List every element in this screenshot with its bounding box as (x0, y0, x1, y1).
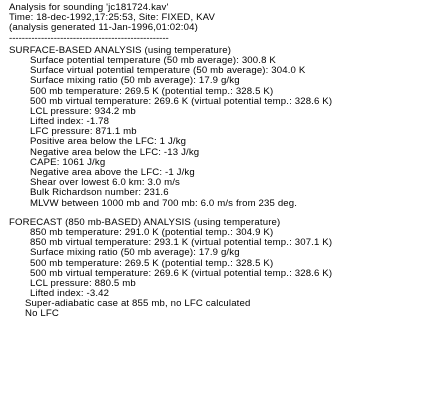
surface-line: Positive area below the LFC: 1 J/kg (30, 136, 187, 148)
forecast-line: 500 mb temperature: 269.5 K (potential temp.: 328.5 K) (30, 257, 274, 269)
surface-analysis-title: SURFACE-BASED ANALYSIS (using temperature) (9, 44, 232, 56)
sounding-analysis-report (9, 3, 444, 320)
forecast-note: Super-adiabatic case at 855 mb, no LFC calculated (25, 298, 251, 310)
surface-line: Negative area below the LFC: -13 J/kg (30, 146, 200, 158)
surface-line: Shear over lowest 6.0 km: 3.0 m/s (30, 177, 180, 189)
forecast-line: 850 mb temperature: 291.0 K (potential temp.: 304.9 K) (30, 226, 274, 238)
surface-line: Bulk Richardson number: 231.6 (30, 187, 169, 199)
surface-analysis-list (9, 56, 444, 209)
report-title: Analysis for sounding 'jc181724.kav' (9, 2, 169, 13)
forecast-notes (9, 299, 444, 319)
forecast-note: No LFC (25, 308, 59, 320)
report-divider: -------------------------------------------------- (9, 32, 169, 44)
surface-line: 500 mb virtual temperature: 269.6 K (virtual potential temp.: 328.6 K) (30, 95, 333, 107)
report-time-site: Time: 18-dec-1992,17:25:53, Site: FIXED, KAV (9, 12, 216, 24)
surface-line: CAPE: 1061 J/kg (30, 156, 106, 168)
surface-line: MLVW between 1000 mb and 700 mb: 6.0 m/s from 235 deg. (30, 197, 298, 209)
surface-line: Surface virtual potential temperature (50 mb average): 304.0 K (30, 65, 306, 77)
forecast-analysis-title: FORECAST (850 mb-BASED) ANALYSIS (using temperature) (9, 216, 281, 228)
surface-line: LCL pressure: 934.2 mb (30, 105, 136, 117)
surface-line: LFC pressure: 871.1 mb (30, 126, 137, 138)
report-generated: (analysis generated 11-Jan-1996,01:02:04) (9, 22, 198, 34)
forecast-line: Surface mixing ratio (50 mb average): 17.9 g/kg (30, 247, 240, 259)
forecast-line: LCL pressure: 880.5 mb (30, 277, 136, 289)
forecast-line: 500 mb virtual temperature: 269.6 K (virtual potential temp.: 328.6 K) (30, 267, 333, 279)
surface-line: Surface mixing ratio (50 mb average): 17.9 g/kg (30, 75, 240, 87)
surface-line: Lifted index: -1.78 (30, 116, 110, 128)
forecast-line: 850 mb virtual temperature: 293.1 K (virtual potential temp.: 307.1 K) (30, 237, 333, 249)
surface-line: 500 mb temperature: 269.5 K (potential temp.: 328.5 K) (30, 85, 274, 97)
surface-line: Surface potential temperature (50 mb average): 300.8 K (30, 54, 276, 66)
forecast-line: Lifted index: -3.42 (30, 288, 110, 300)
forecast-analysis-list (9, 228, 444, 299)
surface-line: Negative area above the LFC: -1 J/kg (30, 167, 195, 178)
